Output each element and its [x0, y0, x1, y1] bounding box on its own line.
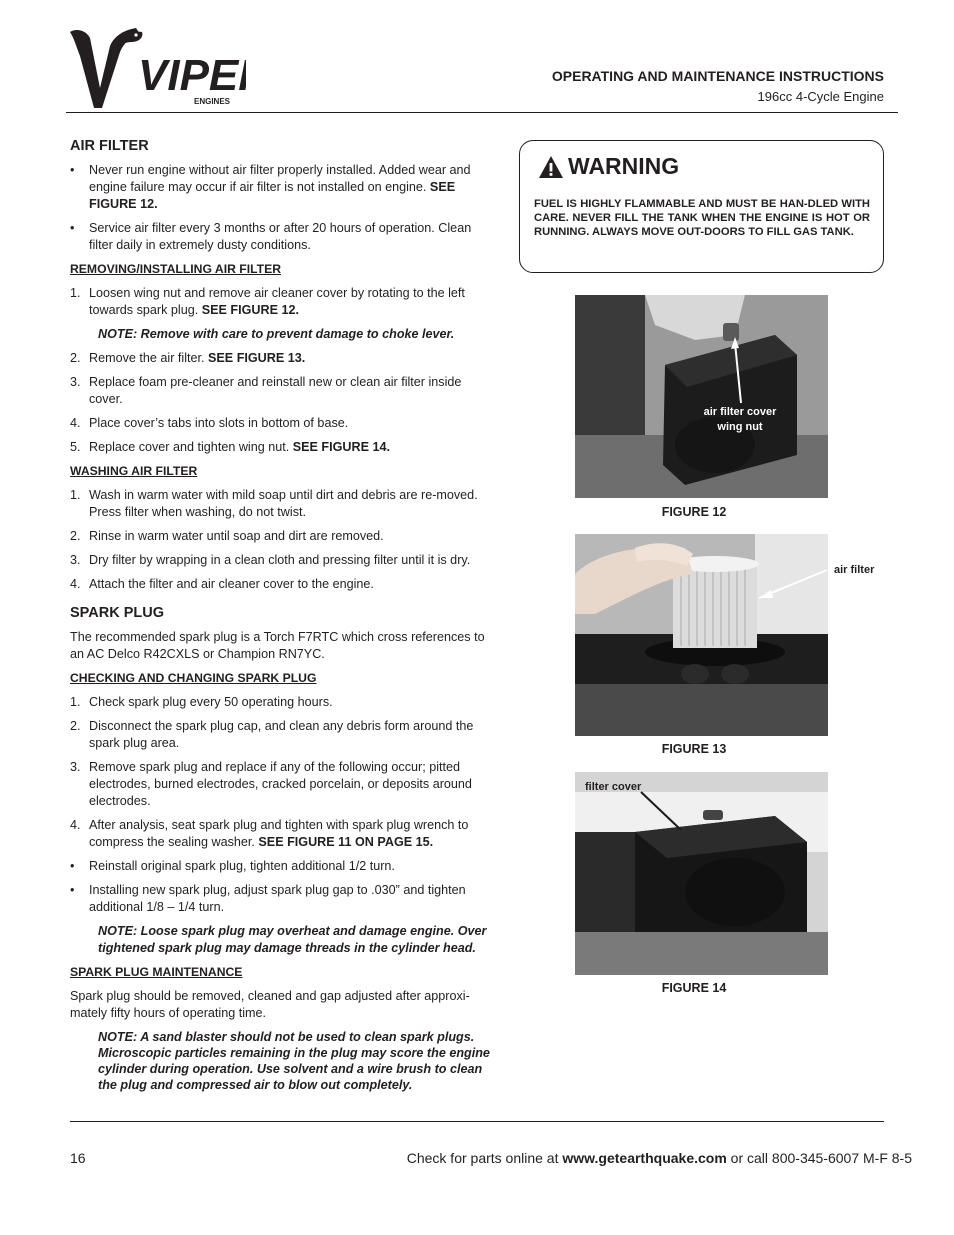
- footer-text: [407, 1150, 912, 1166]
- warning-title: WARNING: [568, 153, 680, 179]
- removing-step: [70, 439, 495, 456]
- step-number: 2.: [70, 719, 81, 733]
- checking-note: NOTE: Loose spark plug may overheat and damage engine. Over tightened spark plug may damage threads in the cylinder head.: [98, 924, 487, 955]
- step-number: 4.: [70, 577, 81, 591]
- step-text: Loosen wing nut and remove air cleaner cover by rotating to the left towards spark plug.: [89, 286, 465, 317]
- figure-reference: SEE FIGURE 14.: [292, 440, 391, 454]
- warning-text: FUEL IS HIGHLY FLAMMABLE AND MUST BE HAN-DLED WITH CARE. NEVER FILL THE TANK WHEN THE ENGINE IS HOT OR RUNNING. ALWAYS MOVE OUT-DOORS TO FILL GAS TANK.: [534, 198, 870, 238]
- figure-13-caption: FIGURE 13: [661, 742, 727, 756]
- step-number: 1.: [70, 695, 81, 709]
- removing-step: [70, 350, 495, 367]
- bullet-marker: •: [70, 221, 75, 235]
- header-title: OPERATING AND MAINTENANCE INSTRUCTIONS: [551, 68, 884, 84]
- figure-13-photo: [575, 534, 828, 736]
- figure-12-caption: FIGURE 12: [661, 505, 727, 519]
- air-filter-bullet: [70, 220, 495, 254]
- bullet-text: Service air filter every 3 months or after 20 hours of operation. Clean filter daily in extremely dusty conditions.: [89, 221, 472, 252]
- warning-box: [519, 140, 884, 273]
- step-number: 4.: [70, 416, 81, 430]
- logo-subtext: ENGINES: [194, 97, 231, 106]
- figure-14-caption: FIGURE 14: [661, 981, 727, 995]
- washing-heading: WASHING AIR FILTER: [70, 464, 198, 478]
- maintenance-note: NOTE: A sand blaster should not be used to clean spark plugs. Microscopic particles remaining in the plug may score the engine cylinder during operation. Use solvent and a wire brush to clean the plug and compressed air to blow out completely.: [98, 1030, 490, 1092]
- left-column: [70, 138, 495, 1100]
- step-text: Disconnect the spark plug cap, and clean any debris form around the spark plug area.: [89, 719, 474, 750]
- step-text: Remove spark plug and replace if any of the following occur; pitted electrodes, burned electrodes, cracked porcelain, or deposits around electrodes.: [89, 760, 472, 808]
- step-number: 3.: [70, 375, 81, 389]
- removing-note: NOTE: Remove with care to prevent damage to choke lever.: [98, 327, 455, 341]
- step-text: Rinse in warm water until soap and dirt are removed.: [89, 529, 384, 543]
- figure-14-photo: [575, 772, 828, 975]
- maintenance-text: Spark plug should be removed, cleaned and gap adjusted after approxi-mately fifty hours of operating time.: [70, 989, 470, 1020]
- washing-step: [70, 576, 495, 593]
- checking-step: [70, 817, 495, 851]
- checking-heading: CHECKING AND CHANGING SPARK PLUG: [70, 671, 317, 685]
- step-text: Check spark plug every 50 operating hours.: [89, 695, 333, 709]
- maintenance-heading: SPARK PLUG MAINTENANCE: [70, 965, 243, 979]
- washing-step: [70, 528, 495, 545]
- figure-13-label: air filter: [834, 564, 875, 576]
- step-number: 2.: [70, 529, 81, 543]
- footer-suffix: or call 800-345-6007 M-F 8-5: [726, 1150, 912, 1166]
- step-text: Remove the air filter.: [89, 351, 208, 365]
- step-text: Replace foam pre-cleaner and reinstall new or clean air filter inside cover.: [89, 375, 462, 406]
- step-number: 5.: [70, 440, 81, 454]
- checking-bullet: [70, 858, 495, 875]
- checking-step: [70, 694, 495, 711]
- bullet-text: Reinstall original spark plug, tighten additional 1/2 turn.: [89, 859, 395, 873]
- removing-step: [70, 374, 495, 408]
- step-number: 4.: [70, 818, 81, 832]
- step-text: Attach the filter and air cleaner cover to the engine.: [89, 577, 374, 591]
- step-number: 1.: [70, 286, 81, 300]
- figure-reference: SEE FIGURE 13.: [208, 351, 306, 365]
- washing-step: [70, 487, 495, 521]
- bullet-marker: •: [70, 859, 75, 873]
- logo-text: VIPE: [138, 51, 239, 100]
- viper-logo: [66, 26, 246, 110]
- step-number: 2.: [70, 351, 81, 365]
- checking-bullet: [70, 882, 495, 916]
- figure-12-label-line2: wing nut: [717, 421, 763, 433]
- step-text: Wash in warm water with mild soap until dirt and debris are re-moved. Press filter when washing, do not twist.: [89, 488, 478, 519]
- warning-triangle-icon: [538, 155, 564, 179]
- figure-reference: SEE FIGURE 12.: [89, 180, 456, 211]
- step-text: Dry filter by wrapping in a clean cloth and pressing filter until it is dry.: [89, 553, 471, 567]
- figure-12-label: [685, 405, 795, 435]
- step-text: Place cover’s tabs into slots in bottom of base.: [89, 416, 349, 430]
- bullet-marker: •: [70, 883, 75, 897]
- footer-divider: [70, 1121, 884, 1122]
- bullet-text: Installing new spark plug, adjust spark plug gap to .030” and tighten additional 1/8 – 1/4 turn.: [89, 883, 466, 914]
- air-filter-bullet: [70, 162, 495, 213]
- checking-step: [70, 759, 495, 810]
- step-text: After analysis, seat spark plug and tighten with spark plug wrench to compress the sealing washer.: [89, 818, 469, 849]
- figure-12-label-line1: air filter cover: [703, 406, 777, 418]
- warning-header: [538, 153, 679, 180]
- header-divider: [66, 112, 898, 113]
- bullet-text: Never run engine without air filter properly installed. Added wear and engine failure may occur if air filter is not installed on engine.: [89, 163, 471, 194]
- checking-step: [70, 718, 495, 752]
- figure-reference: SEE FIGURE 12.: [201, 303, 299, 317]
- step-text: Replace cover and tighten wing nut.: [89, 440, 293, 454]
- step-number: 3.: [70, 553, 81, 567]
- figure-12-photo: [575, 295, 828, 498]
- figure-14-label: filter cover: [585, 781, 642, 793]
- header-subtitle: 196cc 4-Cycle Engine: [757, 89, 884, 104]
- spark-plug-heading: SPARK PLUG: [70, 605, 164, 621]
- spark-plug-intro: The recommended spark plug is a Torch F7RTC which cross references to an AC Delco R42CXLS or Champion RN7YC.: [70, 630, 485, 661]
- removing-step: [70, 285, 495, 319]
- footer-prefix: Check for parts online at: [406, 1150, 563, 1166]
- bullet-marker: •: [70, 163, 75, 177]
- air-filter-heading: AIR FILTER: [70, 138, 149, 154]
- step-number: 1.: [70, 488, 81, 502]
- step-number: 3.: [70, 760, 81, 774]
- footer-url-link[interactable]: www.getearthquake.com: [562, 1150, 727, 1166]
- page-number: 16: [70, 1150, 86, 1166]
- figure-reference: SEE FIGURE 11 ON PAGE 15.: [258, 835, 434, 849]
- removing-step: [70, 415, 495, 432]
- washing-step: [70, 552, 495, 569]
- removing-heading: REMOVING/INSTALLING AIR FILTER: [70, 262, 282, 276]
